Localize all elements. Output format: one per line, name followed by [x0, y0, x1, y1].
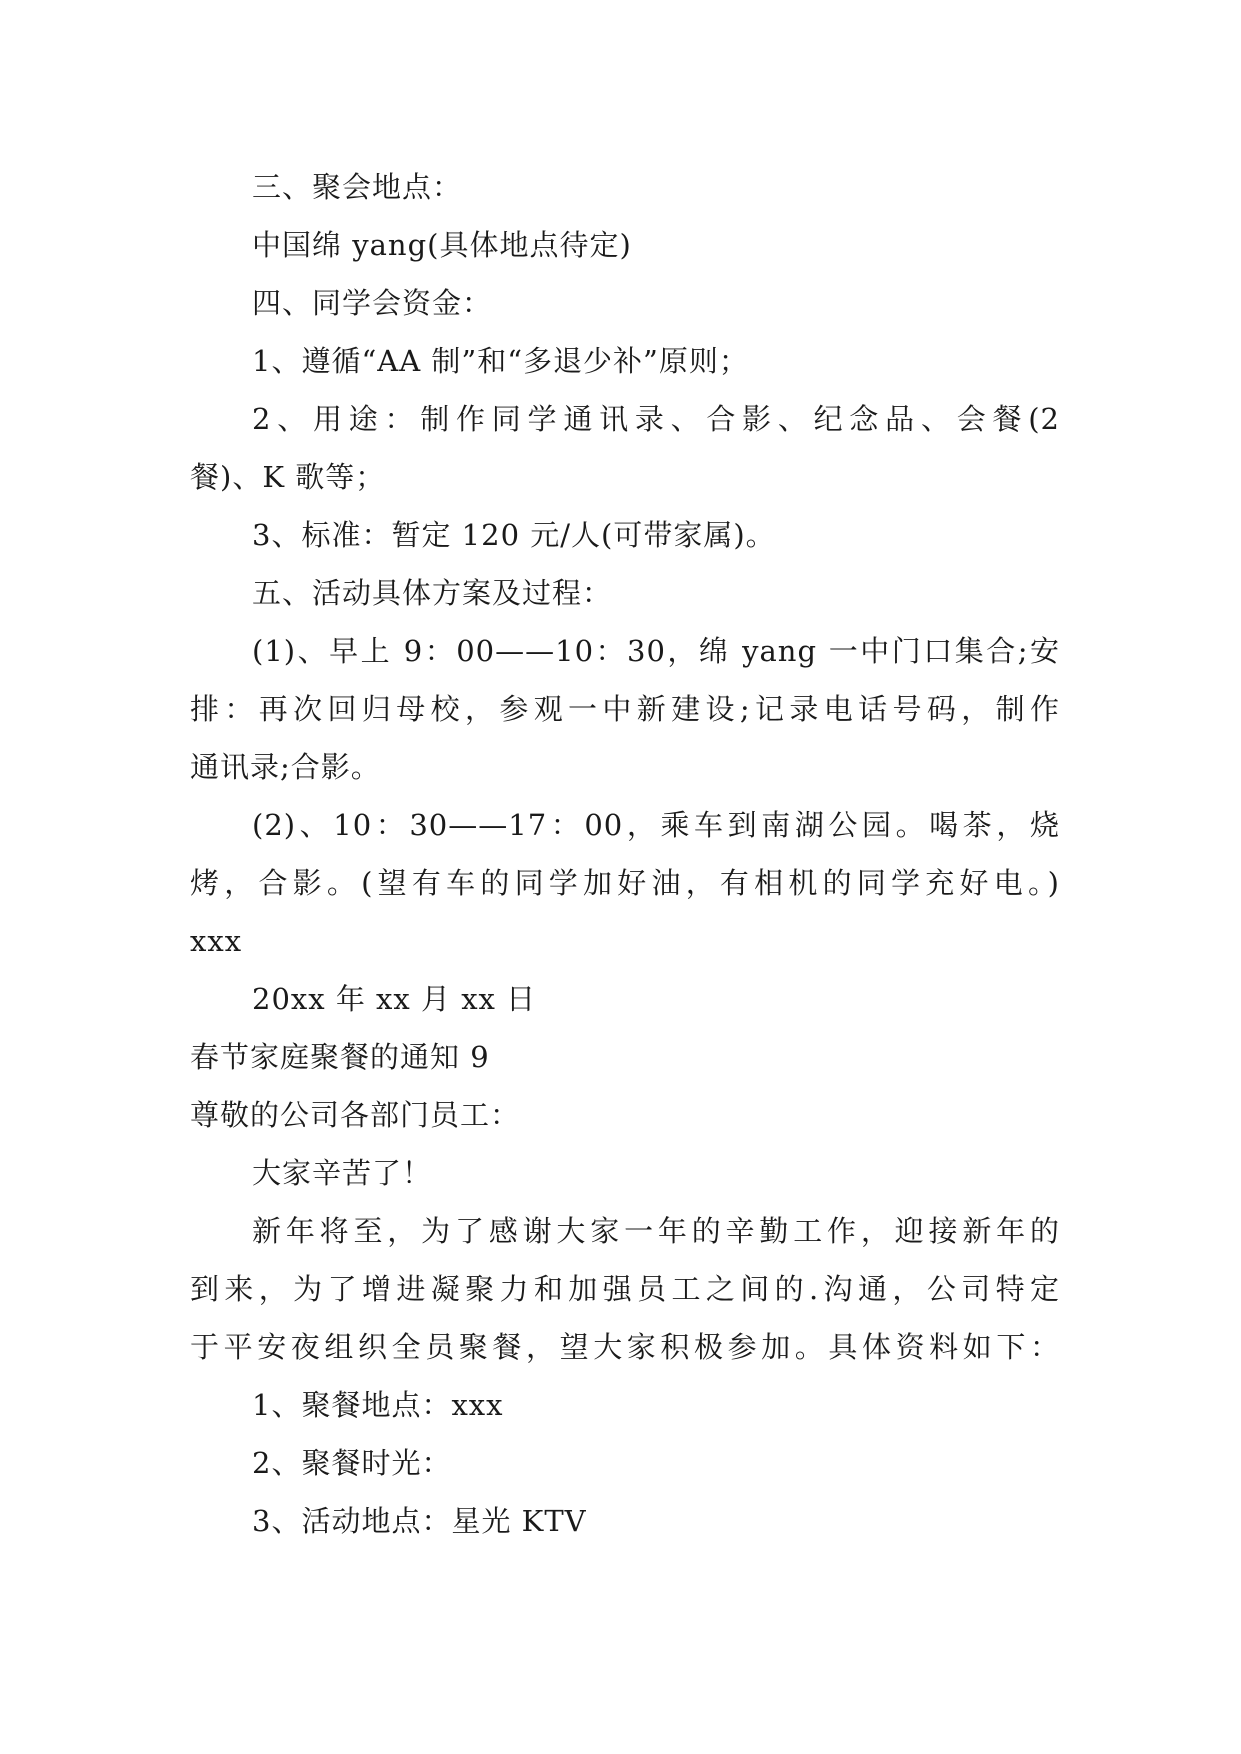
plan-item-1-line-1: (1)、早上 9：00——10：30，绵 yang 一中门口集合;安: [252, 634, 1060, 668]
notice-body-line-1: 新年将至，为了感谢大家一年的辛勤工作，迎接新年的: [252, 1214, 1060, 1248]
notice-salutation: 尊敬的公司各部门员工：: [190, 1098, 521, 1132]
list-item-funds-2-line-2: 餐)、K 歌等；: [190, 460, 386, 494]
notice-title: 春节家庭聚餐的通知 9: [190, 1040, 490, 1074]
notice-item-3: 3、活动地点：星光 KTV: [252, 1504, 587, 1538]
plan-item-1-line-2: 排：再次回归母校，参观一中新建设;记录电话号码，制作: [190, 692, 1060, 726]
notice-item-1: 1、聚餐地点：xxx: [252, 1388, 504, 1422]
section-heading-plan: 五、活动具体方案及过程：: [252, 576, 613, 610]
notice-body-line-3: 于平安夜组织全员聚餐，望大家积极参加。具体资料如下：: [190, 1330, 1060, 1364]
section-heading-funds: 四、同学会资金：: [252, 286, 493, 320]
paragraph-venue: 中国绵 yang(具体地点待定): [252, 228, 632, 262]
plan-item-1-line-3: 通讯录;合影。: [190, 750, 381, 784]
list-item-funds-3: 3、标准：暂定 120 元/人(可带家属)。: [252, 518, 776, 552]
section-heading-venue: 三、聚会地点：: [252, 170, 463, 204]
notice-body-line-2: 到来，为了增进凝聚力和加强员工之间的.沟通，公司特定: [190, 1272, 1060, 1306]
signature-date: 20xx 年 xx 月 xx 日: [252, 982, 537, 1016]
plan-item-2-line-1: (2)、10：30——17：00，乘车到南湖公园。喝茶，烧: [252, 808, 1060, 842]
list-item-funds-2-line-1: 2、用途：制作同学通讯录、合影、纪念品、会餐(2: [252, 402, 1060, 436]
notice-item-2: 2、聚餐时光：: [252, 1446, 452, 1480]
notice-greeting: 大家辛苦了！: [252, 1156, 433, 1190]
plan-item-2-line-2: 烤，合影。(望有车的同学加好油，有相机的同学充好电。): [190, 866, 1060, 900]
signature-name: xxx: [190, 924, 243, 958]
list-item-funds-1: 1、遵循“AA 制”和“多退少补”原则；: [252, 344, 749, 378]
